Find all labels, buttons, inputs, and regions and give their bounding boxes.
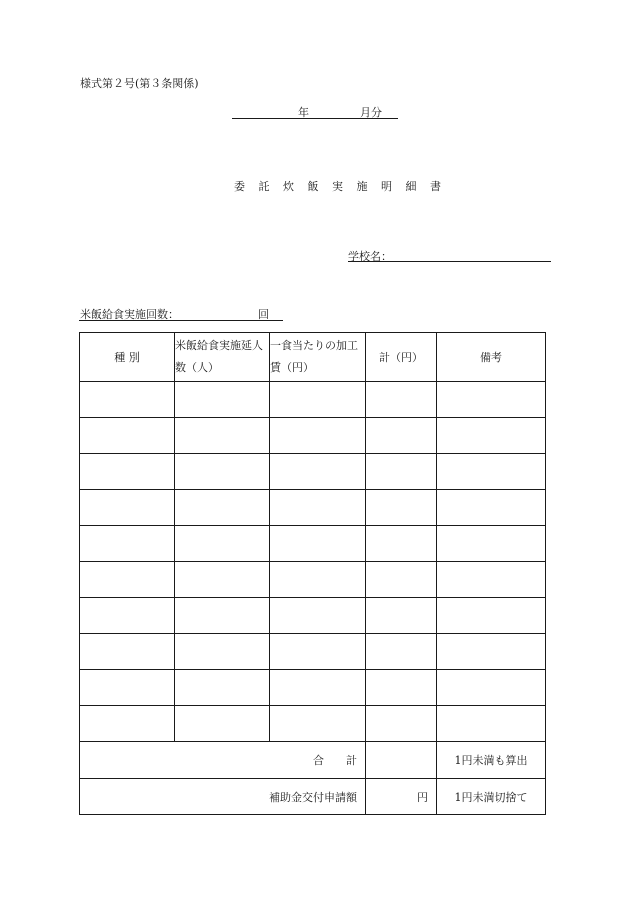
table-cell[interactable] (80, 418, 175, 454)
total-row (80, 742, 546, 779)
table-cell[interactable] (437, 598, 546, 634)
table-row (80, 382, 546, 418)
form-number-label: 様式第２号(第３条関係) (80, 77, 199, 90)
header-unit-cost: 一食当たりの加工賃（円） (270, 333, 366, 382)
table-cell[interactable] (437, 454, 546, 490)
table-row (80, 634, 546, 670)
table-cell[interactable] (80, 562, 175, 598)
table-row (80, 418, 546, 454)
table-cell[interactable] (437, 634, 546, 670)
table-cell[interactable] (437, 418, 546, 454)
table-cell[interactable] (80, 490, 175, 526)
table-cell[interactable] (270, 454, 366, 490)
table-cell[interactable] (270, 634, 366, 670)
table-cell[interactable] (366, 598, 437, 634)
table-cell[interactable] (270, 598, 366, 634)
table-cell[interactable] (270, 562, 366, 598)
table-header-row (80, 333, 546, 382)
request-note: 1円未満切捨て (437, 779, 546, 815)
school-name-label: 学校名： (348, 250, 392, 263)
table-cell[interactable] (270, 418, 366, 454)
table-cell[interactable] (437, 526, 546, 562)
header-remarks: 備考 (437, 333, 546, 382)
table-cell[interactable] (175, 454, 270, 490)
period-year-label: 年 (298, 106, 309, 119)
table-cell[interactable] (175, 670, 270, 706)
table-row (80, 670, 546, 706)
total-label: 合 計 (80, 742, 366, 779)
table-cell[interactable] (175, 598, 270, 634)
table-row (80, 562, 546, 598)
table-cell[interactable] (175, 634, 270, 670)
header-total-persons: 米飯給食実施延人数（人） (175, 333, 270, 382)
table-cell[interactable] (80, 526, 175, 562)
total-amount-cell[interactable] (366, 742, 437, 779)
table-row (80, 526, 546, 562)
request-label: 補助金交付申請額 (80, 779, 366, 815)
table-cell[interactable] (366, 634, 437, 670)
header-subtotal: 計（円） (366, 333, 437, 382)
request-row (80, 779, 546, 815)
table-cell[interactable] (175, 706, 270, 742)
table-cell[interactable] (437, 706, 546, 742)
table-cell[interactable] (175, 490, 270, 526)
table-cell[interactable] (80, 706, 175, 742)
table-row (80, 598, 546, 634)
table-cell[interactable] (80, 598, 175, 634)
meal-count-unit: 回 (258, 308, 269, 321)
period-month-label: 月分 (360, 106, 382, 119)
table-row (80, 454, 546, 490)
table-cell[interactable] (366, 526, 437, 562)
table-cell[interactable] (175, 562, 270, 598)
table-cell[interactable] (270, 490, 366, 526)
table-cell[interactable] (366, 382, 437, 418)
table-cell[interactable] (366, 562, 437, 598)
header-category: 種 別 (80, 333, 175, 382)
total-note: 1円未満も算出 (437, 742, 546, 779)
table-cell[interactable] (270, 382, 366, 418)
table-cell[interactable] (270, 670, 366, 706)
detail-table (79, 332, 546, 815)
document-title: 委 託 炊 飯 実 施 明 細 書 (234, 180, 446, 193)
table-cell[interactable] (366, 706, 437, 742)
table-cell[interactable] (80, 382, 175, 418)
table-cell[interactable] (437, 670, 546, 706)
table-cell[interactable] (437, 490, 546, 526)
table-cell[interactable] (80, 670, 175, 706)
meal-count-label: 米飯給食実施回数： (80, 308, 179, 321)
table-cell[interactable] (437, 562, 546, 598)
table-cell[interactable] (175, 382, 270, 418)
table-cell[interactable] (270, 526, 366, 562)
table-cell[interactable] (80, 454, 175, 490)
table-row (80, 706, 546, 742)
request-amount-cell[interactable]: 円 (366, 779, 437, 815)
table-cell[interactable] (270, 706, 366, 742)
table-cell[interactable] (366, 454, 437, 490)
table-cell[interactable] (366, 418, 437, 454)
table-cell[interactable] (80, 634, 175, 670)
table-cell[interactable] (175, 418, 270, 454)
table-row (80, 490, 546, 526)
table-cell[interactable] (175, 526, 270, 562)
table-cell[interactable] (437, 382, 546, 418)
table-cell[interactable] (366, 490, 437, 526)
table-cell[interactable] (366, 670, 437, 706)
